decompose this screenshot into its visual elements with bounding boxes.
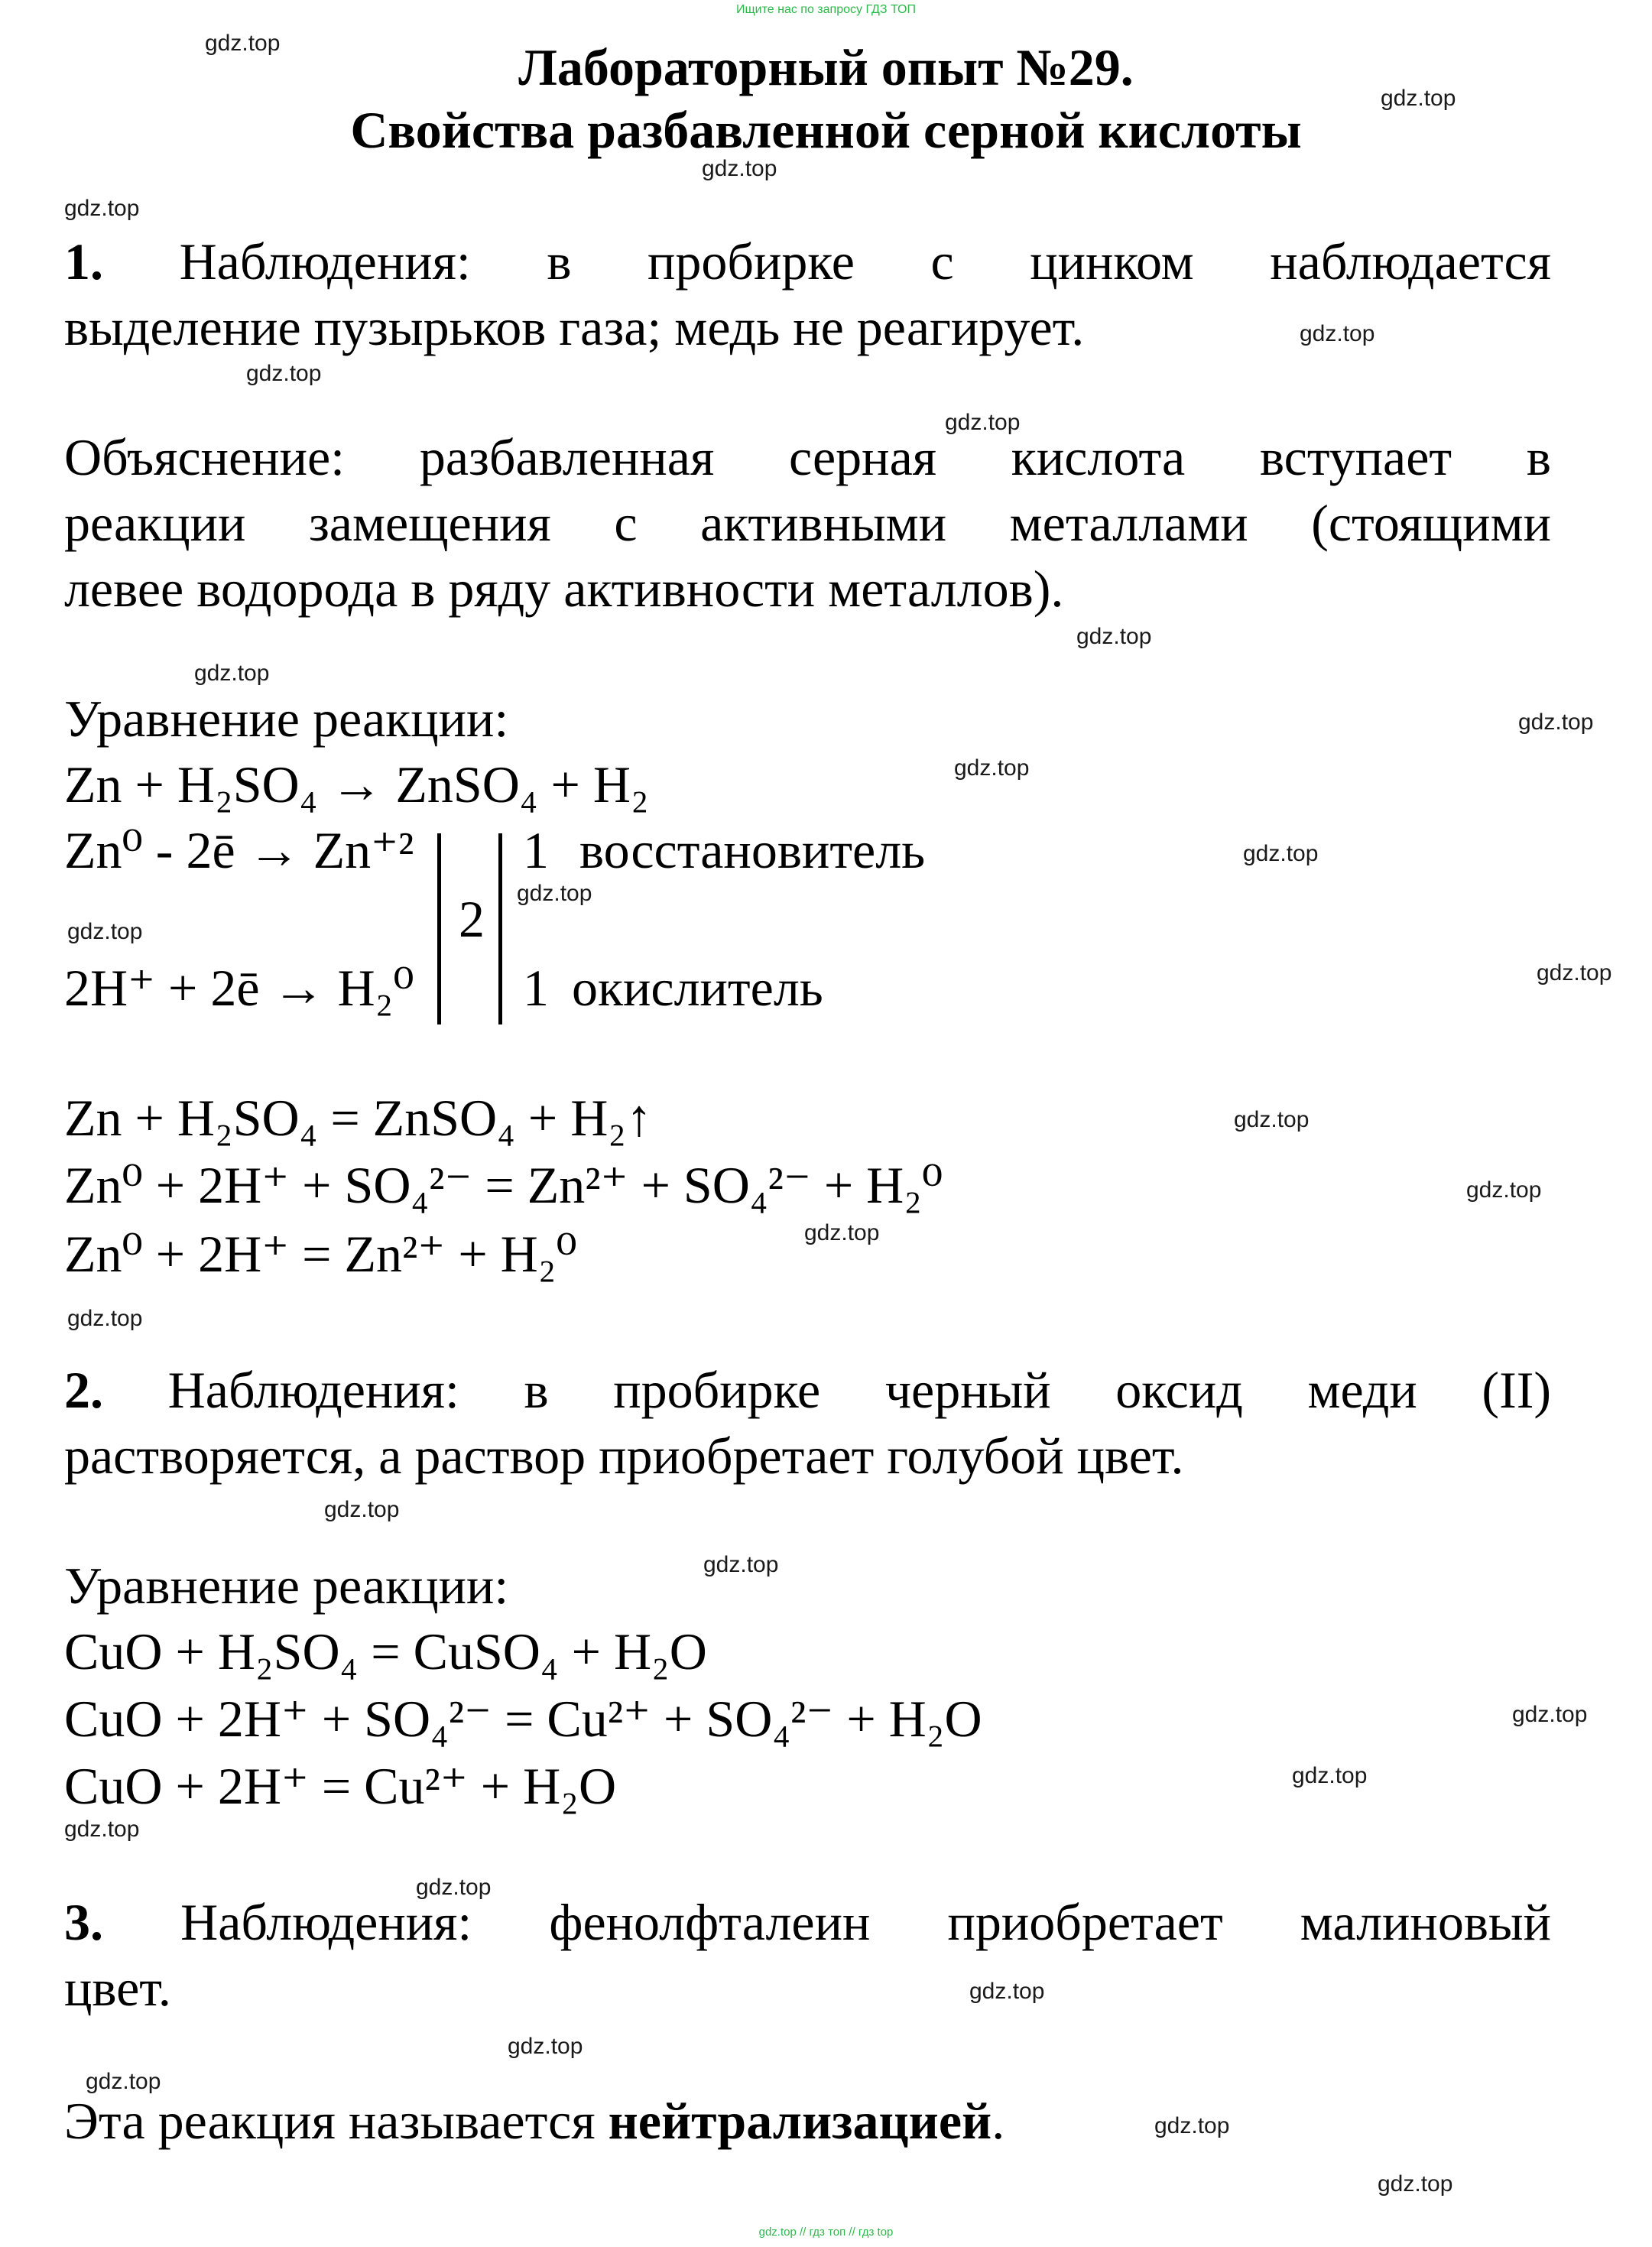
watermark: gdz.top [954, 755, 1030, 781]
page-title: Лабораторный опыт №29. [518, 38, 1134, 96]
section1-explanation-line3: левее водорода в ряду активности металлов). [64, 560, 1064, 618]
section1-explanation-line2: реакции замещения с активными металлами (стоящими [64, 494, 1551, 552]
watermark: gdz.top [804, 1220, 880, 1245]
section1-observations-line1: 1. Наблюдения: в пробирке с цинком наблюдается [64, 232, 1551, 291]
watermark: gdz.top [246, 361, 322, 386]
section2-number: 2. [64, 1361, 103, 1419]
top-banner[interactable]: Ищите нас по запросу ГДЗ ТОП [736, 3, 916, 16]
section1-explanation-line1: Объяснение: разбавленная серная кислота вступает в [64, 428, 1551, 486]
section2-equation-short-ionic: CuO + 2H⁺ = Cu²⁺ + H₂O [64, 1757, 617, 1815]
watermark: gdz.top [969, 1979, 1045, 2004]
section3-observations-line1: 3. Наблюдения: фенолфталеин приобретает малиновый [64, 1893, 1552, 1951]
section2-equation-molecular: CuO + H₂SO₄ = CuSO₄ + H₂O [64, 1622, 707, 1680]
section2-equation-heading: Уравнение реакции: [64, 1557, 509, 1615]
watermark: gdz.top [64, 1817, 140, 1842]
section2-observations-line2: растворяется, а раствор приобретает голубой цвет. [64, 1427, 1184, 1485]
watermark: gdz.top [945, 410, 1021, 435]
watermark: gdz.top [67, 919, 143, 944]
watermark: gdz.top [67, 1306, 143, 1331]
balance-lcm: 2 [459, 890, 485, 948]
watermark: gdz.top [1466, 1177, 1542, 1203]
oxidizer-role: окислитель [572, 959, 823, 1017]
watermark: gdz.top [1512, 1702, 1588, 1727]
section1-equation-short-ionic: Zn⁰ + 2H⁺ = Zn²⁺ + H₂⁰ [64, 1225, 577, 1283]
watermark: gdz.top [1300, 321, 1375, 346]
watermark: gdz.top [194, 661, 270, 686]
section1-number: 1. [64, 232, 103, 291]
section1-equation-heading: Уравнение реакции: [64, 690, 509, 748]
watermark: gdz.top [1076, 624, 1152, 649]
watermark: gdz.top [1378, 2171, 1453, 2197]
reducer-role: восстановитель [579, 821, 926, 879]
section2-equation-full-ionic: CuO + 2H⁺ + SO₄²⁻ = Cu²⁺ + SO₄²⁻ + H₂O [64, 1690, 982, 1748]
watermark: gdz.top [416, 1875, 492, 1900]
watermark: gdz.top [1537, 960, 1612, 985]
watermark: gdz.top [1154, 2113, 1230, 2138]
balance-divider-left [437, 833, 441, 1024]
oxidation-coefficient: 1 [523, 821, 549, 879]
watermark: gdz.top [324, 1497, 400, 1522]
watermark: gdz.top [205, 31, 281, 56]
half-reaction-reduction: 2H⁺ + 2ē → H₂⁰ [64, 959, 414, 1017]
section1-observations-line2: выделение пузырьков газа; медь не реагирует. [64, 298, 1085, 356]
section1-equation-main: Zn + H₂SO₄ → ZnSO₄ + H₂ [64, 755, 649, 813]
watermark: gdz.top [1292, 1763, 1368, 1788]
watermark: gdz.top [517, 881, 592, 906]
conclusion-keyword: нейтрализацией [608, 2092, 992, 2150]
watermark: gdz.top [86, 2069, 161, 2094]
watermark: gdz.top [1234, 1107, 1310, 1132]
section3-observations-line2: цвет. [64, 1959, 171, 2017]
watermark: gdz.top [1381, 86, 1456, 111]
watermark: gdz.top [64, 196, 140, 221]
half-reaction-oxidation: Zn⁰ - 2ē → Zn⁺² [64, 821, 414, 879]
section1-equation-molecular: Zn + H₂SO₄ = ZnSO₄ + H₂↑ [64, 1089, 653, 1147]
reduction-coefficient: 1 [523, 959, 549, 1017]
watermark: gdz.top [1518, 709, 1594, 735]
watermark: gdz.top [1243, 841, 1319, 866]
balance-divider-right [498, 833, 502, 1024]
watermark: gdz.top [508, 2034, 583, 2059]
section2-observations-line1: 2. Наблюдения: в пробирке черный оксид меди (II) [64, 1361, 1552, 1419]
footer-links[interactable]: gdz.top // гдз топ // гдз top [758, 2226, 894, 2239]
section1-equation-full-ionic: Zn⁰ + 2H⁺ + SO₄²⁻ = Zn²⁺ + SO₄²⁻ + H₂⁰ [64, 1156, 943, 1214]
page-subtitle: Свойства разбавленной серной кислоты [350, 101, 1302, 159]
section3-conclusion: Эта реакция называется нейтрализацией. [64, 2092, 1005, 2150]
section3-number: 3. [64, 1893, 103, 1951]
watermark: gdz.top [702, 156, 777, 181]
watermark: gdz.top [703, 1552, 779, 1577]
